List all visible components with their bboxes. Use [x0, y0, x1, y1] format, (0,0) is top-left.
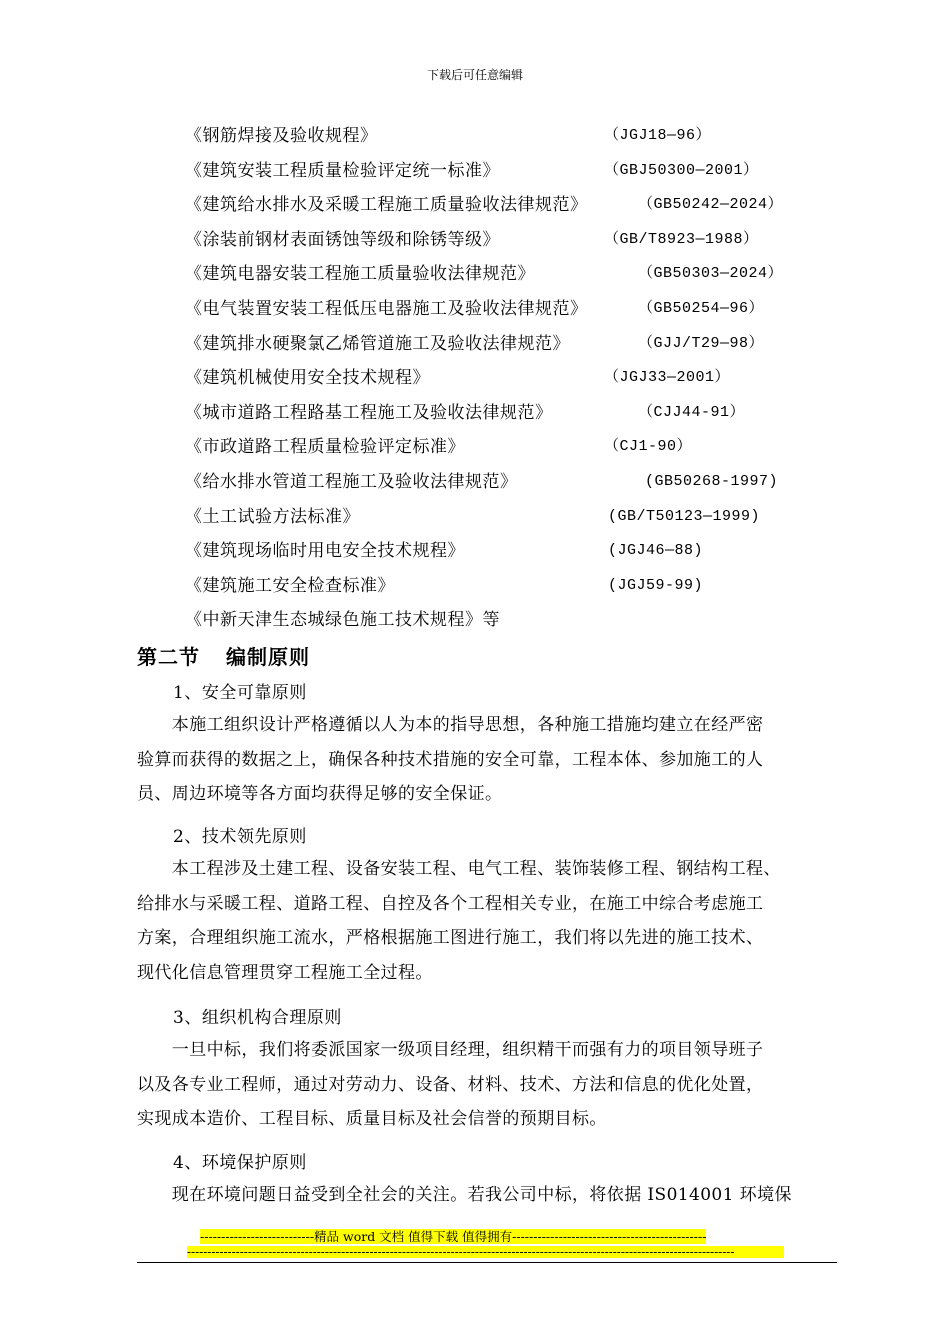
- standard-title: 《城市道路工程路基工程施工及验收法律规范》: [185, 402, 553, 423]
- paragraph-line: 以及各专业工程师，通过对劳动力、设备、材料、技术、方法和信息的优化处置，: [137, 1074, 764, 1095]
- standard-title: 《建筑机械使用安全技术规程》: [185, 368, 430, 389]
- footer-rule: [137, 1262, 837, 1263]
- paragraph: [137, 852, 857, 990]
- standard-code: （GB50242—2024）: [638, 196, 784, 214]
- standard-code: （GBJ50300—2001）: [604, 161, 759, 179]
- paragraph-line: 本施工组织设计严格遵循以人为本的指导思想，各种施工措施均建立在经严密: [137, 715, 764, 735]
- paragraph-line: 实现成本造价、工程目标、质量目标及社会信誉的预期目标。: [137, 1109, 607, 1129]
- standard-title: 《给水排水管道工程施工及验收法律规范》: [185, 472, 518, 492]
- standard-item: [185, 605, 500, 635]
- standard-item: [185, 467, 779, 497]
- standard-code: （CJJ44-91）: [638, 403, 746, 421]
- standard-code: （JGJ33—2001）: [604, 369, 731, 387]
- paragraph: [137, 1033, 857, 1137]
- standard-item: [185, 363, 731, 393]
- standard-item: [185, 121, 712, 151]
- standard-code: (GB50268-1997): [645, 473, 779, 490]
- footer-dashes: ---------------------------------------------------------------------------------------------------------------------------------------: [187, 1246, 784, 1258]
- principle-heading: 4、环境保护原则: [173, 1153, 307, 1173]
- standard-item: [185, 329, 765, 359]
- standard-code: （CJ1-90）: [604, 438, 693, 456]
- standard-code: （GJJ/T29—98）: [638, 334, 765, 352]
- section-heading: [137, 641, 310, 670]
- paragraph-line: 一旦中标，我们将委派国家一级项目经理，组织精干而强有力的项目领导班子: [137, 1040, 764, 1060]
- paragraph-line: 验算而获得的数据之上，确保各种技术措施的安全可靠，工程本体、参加施工的人: [137, 749, 764, 770]
- standard-title: 《建筑现场临时用电安全技术规程》: [185, 541, 465, 562]
- paragraph: [137, 1178, 857, 1213]
- paragraph-line: 本工程涉及土建工程、设备安装工程、电气工程、装饰装修工程、钢结构工程、: [137, 859, 781, 879]
- standard-title: 《建筑安装工程质量检验评定统一标准》: [185, 160, 500, 181]
- standard-title: 《钢筋焊接及验收规程》: [185, 126, 378, 146]
- standard-title: 《建筑排水硬聚氯乙烯管道施工及验收法律规范》: [185, 333, 570, 354]
- paragraph: [137, 708, 857, 812]
- standard-code: （GB/T8923—1988）: [604, 230, 759, 248]
- standard-item: [185, 225, 759, 255]
- standard-item: [185, 190, 784, 220]
- standard-item: [185, 294, 765, 324]
- standard-item: [185, 502, 761, 532]
- paragraph-line: 方案，合理组织施工流水，严格根据施工图进行施工，我们将以先进的施工技术、: [137, 928, 764, 948]
- paragraph-line: 员、周边环境等各方面均获得足够的安全保证。: [137, 784, 503, 804]
- standard-title: 《电气装置安装工程低压电器施工及验收法律规范》: [185, 299, 588, 319]
- section-number: 第二节: [137, 645, 200, 669]
- paragraph-line: 给排水与采暖工程、道路工程、自控及各个工程相关专业，在施工中综合考虑施工: [137, 893, 764, 914]
- standard-code: (JGJ59-99): [608, 576, 704, 594]
- standard-title: 《建筑给水排水及采暖工程施工质量验收法律规范》: [185, 195, 588, 216]
- paragraph-line: 现在环境问题日益受到全社会的关注。若我公司中标，将依据 IS014001 环境保: [137, 1185, 792, 1205]
- standard-title: 《中新天津生态城绿色施工技术规程》等: [185, 610, 500, 631]
- standard-item: [185, 432, 693, 462]
- standard-code: (GB/T50123—1999): [608, 507, 761, 525]
- standard-title: 《涂装前钢材表面锈蚀等级和除锈等级》: [185, 229, 500, 250]
- standard-code: (JGJ46—88): [608, 542, 704, 560]
- principle-heading: 1、安全可靠原则: [173, 683, 307, 703]
- standard-title: 《土工试验方法标准》: [185, 506, 360, 527]
- standard-code: （GB50254—96）: [638, 300, 765, 317]
- footer-banner: ---------------------------精品 word 文档 值得下载 值得拥有----------------------------------------------: [200, 1229, 707, 1244]
- page-header: 下载后可任意编辑: [426, 68, 523, 82]
- principle-heading: 3、组织机构合理原则: [173, 1008, 342, 1028]
- standard-item: [185, 398, 746, 428]
- standard-code: （GB50303—2024）: [638, 265, 784, 283]
- principle-heading: 2、技术领先原则: [173, 827, 307, 847]
- standard-item: [185, 156, 759, 186]
- paragraph-line: 现代化信息管理贯穿工程施工全过程。: [137, 962, 433, 983]
- standard-item: [185, 571, 704, 601]
- standard-item: [185, 259, 784, 289]
- standard-code: （JGJ18—96）: [604, 127, 712, 144]
- standard-title: 《建筑施工安全检查标准》: [185, 575, 395, 596]
- standard-title: 《市政道路工程质量检验评定标准》: [185, 437, 465, 458]
- standard-title: 《建筑电器安装工程施工质量验收法律规范》: [185, 264, 535, 285]
- section-title: 编制原则: [226, 645, 310, 669]
- standard-item: [185, 536, 704, 566]
